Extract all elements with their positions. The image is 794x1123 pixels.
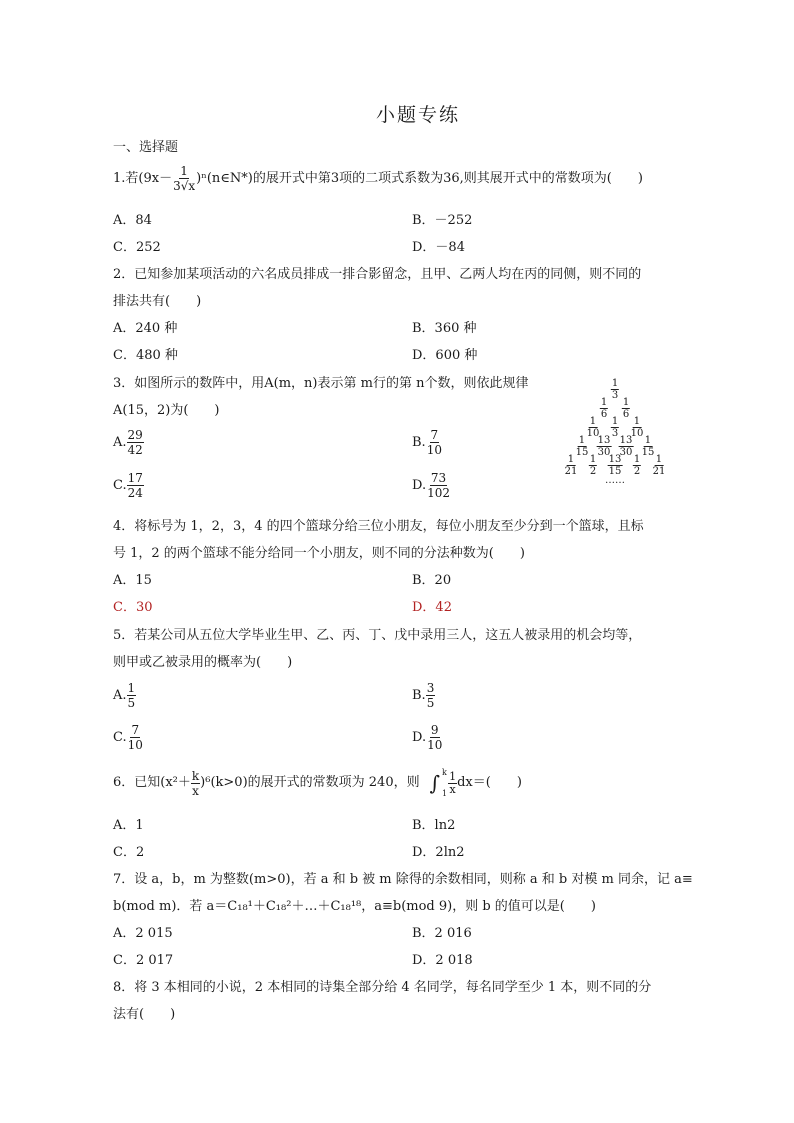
question-4-option-a: A．15: [113, 573, 152, 588]
question-5-option-c: C. $\frac{7}{10}$: [113, 723, 143, 752]
triangle-entry-denominator: 21: [564, 466, 578, 477]
triangle-entry-numerator: 1: [589, 416, 597, 427]
question-6-stem: 6．已知(x²＋ $\frac{k}{x}$ )⁶(k>0)的展开式的常数项为 240，则 ∫ k 1 $\frac{1}{x}$ dx＝( ): [113, 768, 522, 798]
triangle-entry-denominator: 2: [589, 466, 597, 477]
triangle-entry: [576, 435, 589, 458]
triangle-entry-numerator: 1: [633, 454, 641, 465]
question-1-option-d: D．－84: [412, 240, 465, 255]
triangle-entry: [608, 454, 623, 477]
question-1-option-a: A．84: [113, 213, 152, 228]
triangle-entry: [633, 454, 641, 477]
triangle-entry-numerator: 1: [567, 454, 575, 465]
triangle-entry: [600, 397, 608, 420]
triangle-entry-numerator: 13: [597, 435, 611, 446]
triangle-entry-numerator: 1: [633, 416, 641, 427]
question-5-option-b: B. $\frac{3}{5}$: [412, 681, 435, 710]
question-6-option-a: A．1: [113, 818, 144, 833]
question-1-stem: [113, 164, 643, 193]
question-2-option-a: A．240 种: [113, 321, 178, 336]
question-6-option-c: C．2: [113, 845, 145, 860]
question-7-line-1: 7．设 a，b，m 为整数(m>0)，若 a 和 b 被 m 除得的余数相同，则称 a 和 b 对模 m 同余，记 a≡: [113, 872, 693, 887]
question-5-option-a: A. $\frac{1}{5}$: [113, 681, 136, 710]
question-7-option-d: D．2 018: [412, 953, 473, 968]
triangle-entry-numerator: 1: [589, 454, 597, 465]
section-heading: 一、选择题: [113, 140, 179, 155]
question-3-line-1: 3．如图所示的数阵中，用A(m，n)表示第 m行的第 n个数，则依此规律: [113, 376, 529, 391]
triangle-entry-numerator: 1: [655, 454, 663, 465]
question-6-option-d: D．2ln2: [412, 845, 465, 860]
triangle-entry-numerator: 13: [619, 435, 633, 446]
question-3-line-2: A(15，2)为( ): [113, 403, 220, 418]
integral-sign-icon: ∫: [429, 771, 441, 795]
question-2-line-2: 排法共有( ): [113, 294, 202, 309]
triangle-entry-denominator: 21: [652, 466, 666, 477]
triangle-entry-numerator: 1: [611, 416, 619, 427]
triangle-entry-denominator: 10: [630, 428, 644, 439]
triangle-entry: [622, 397, 630, 420]
triangle-entry: [611, 378, 619, 401]
triangle-ellipsis: ……: [605, 475, 625, 486]
question-7-option-c: C．2 017: [113, 953, 174, 968]
triangle-entry: [589, 454, 597, 477]
triangle-entry-denominator: 6: [600, 409, 608, 420]
triangle-entry: [565, 454, 578, 477]
triangle-entry-denominator: 15: [575, 447, 589, 458]
question-2-line-1: 2．已知参加某项活动的六名成员排成一排合影留念，且甲、乙两人均在丙的同侧，则不同的: [113, 267, 642, 282]
triangle-entry-denominator: 10: [586, 428, 600, 439]
question-2-option-b: B．360 种: [412, 321, 477, 336]
triangle-entry-numerator: 1: [644, 435, 652, 446]
triangle-entry-denominator: 3: [611, 390, 619, 401]
triangle-entry-denominator: 6: [622, 409, 630, 420]
question-2-option-c: C．480 种: [113, 348, 178, 363]
page-title: 小题专练: [376, 104, 461, 126]
question-1-option-b: B．－252: [412, 213, 473, 228]
question-8-line-1: 8．将 3 本相同的小说，2 本相同的诗集全部分给 4 名同学，每名同学至少 1 本，则不同的分: [113, 980, 652, 995]
question-5-option-d: D. $\frac{9}{10}$: [412, 723, 443, 752]
question-4-line-2: 号 1，2 的两个篮球不能分给同一个小朋友，则不同的分法种数为( ): [113, 546, 525, 561]
question-1-option-c: C．252: [113, 240, 161, 255]
question-6-option-b: B．ln2: [412, 818, 456, 833]
triangle-entry-denominator: 30: [597, 447, 611, 458]
number-triangle-figure: [550, 378, 680, 498]
triangle-entry-numerator: 1: [578, 435, 586, 446]
triangle-entry-numerator: 1: [611, 378, 619, 389]
question-4-line-1: 4．将标号为 1，2，3，4 的四个篮球分给三位小朋友，每位小朋友至少分到一个篮球，且标: [113, 519, 644, 534]
question-1-text-pre: 1.若(9x－: [113, 170, 173, 186]
question-4-option-b: B．20: [412, 573, 452, 588]
question-5-line-1: 5．若某公司从五位大学毕业生甲、乙、丙、丁、戊中录用三人，这五人被录用的机会均等，: [113, 628, 642, 643]
question-3-option-b: B. $\frac{7}{10}$: [412, 428, 442, 457]
question-7-line-2: b(mod m)．若 a＝C₁₈¹＋C₁₈²＋…＋C₁₈¹⁸，a≡b(mod 9)，则 b 的值可以是( ): [113, 899, 596, 914]
triangle-entry-denominator: 15: [608, 466, 622, 477]
question-6-integral: ∫ k 1 $\frac{1}{x}$ dx＝( ): [429, 768, 522, 798]
triangle-entry-numerator: 1: [600, 397, 608, 408]
question-8-line-2: 法有( ): [113, 1007, 176, 1022]
question-3-option-d: D. $\frac{73}{102}$: [412, 471, 450, 500]
question-1-fraction: $\frac{1}{3√x}$: [173, 164, 196, 193]
question-6-fraction: $\frac{k}{x}$: [191, 768, 200, 798]
triangle-entry-denominator: 2: [633, 466, 641, 477]
question-7-option-b: B．2 016: [412, 926, 472, 941]
question-7-option-a: A．2 015: [113, 926, 173, 941]
question-2-option-d: D．600 种: [412, 348, 478, 363]
question-3-option-c: C. $\frac{17}{24}$: [113, 471, 143, 500]
question-1-text-post: )ⁿ(n∈N*)的展开式中第3项的二项式系数为36,则其展开式中的常数项为( ): [196, 170, 643, 186]
triangle-entry-numerator: 13: [608, 454, 622, 465]
triangle-entry-denominator: 30: [619, 447, 633, 458]
question-5-line-2: 则甲或乙被录用的概率为( ): [113, 655, 293, 670]
question-4-option-d: D．42: [412, 600, 452, 615]
triangle-entry-numerator: 1: [622, 397, 630, 408]
question-4-option-c: C．30: [113, 600, 153, 615]
triangle-entry-denominator: 15: [641, 447, 655, 458]
triangle-entry: [653, 454, 666, 477]
triangle-entry-denominator: 3: [611, 428, 619, 439]
question-3-option-a: A. $\frac{29}{42}$: [113, 428, 143, 457]
